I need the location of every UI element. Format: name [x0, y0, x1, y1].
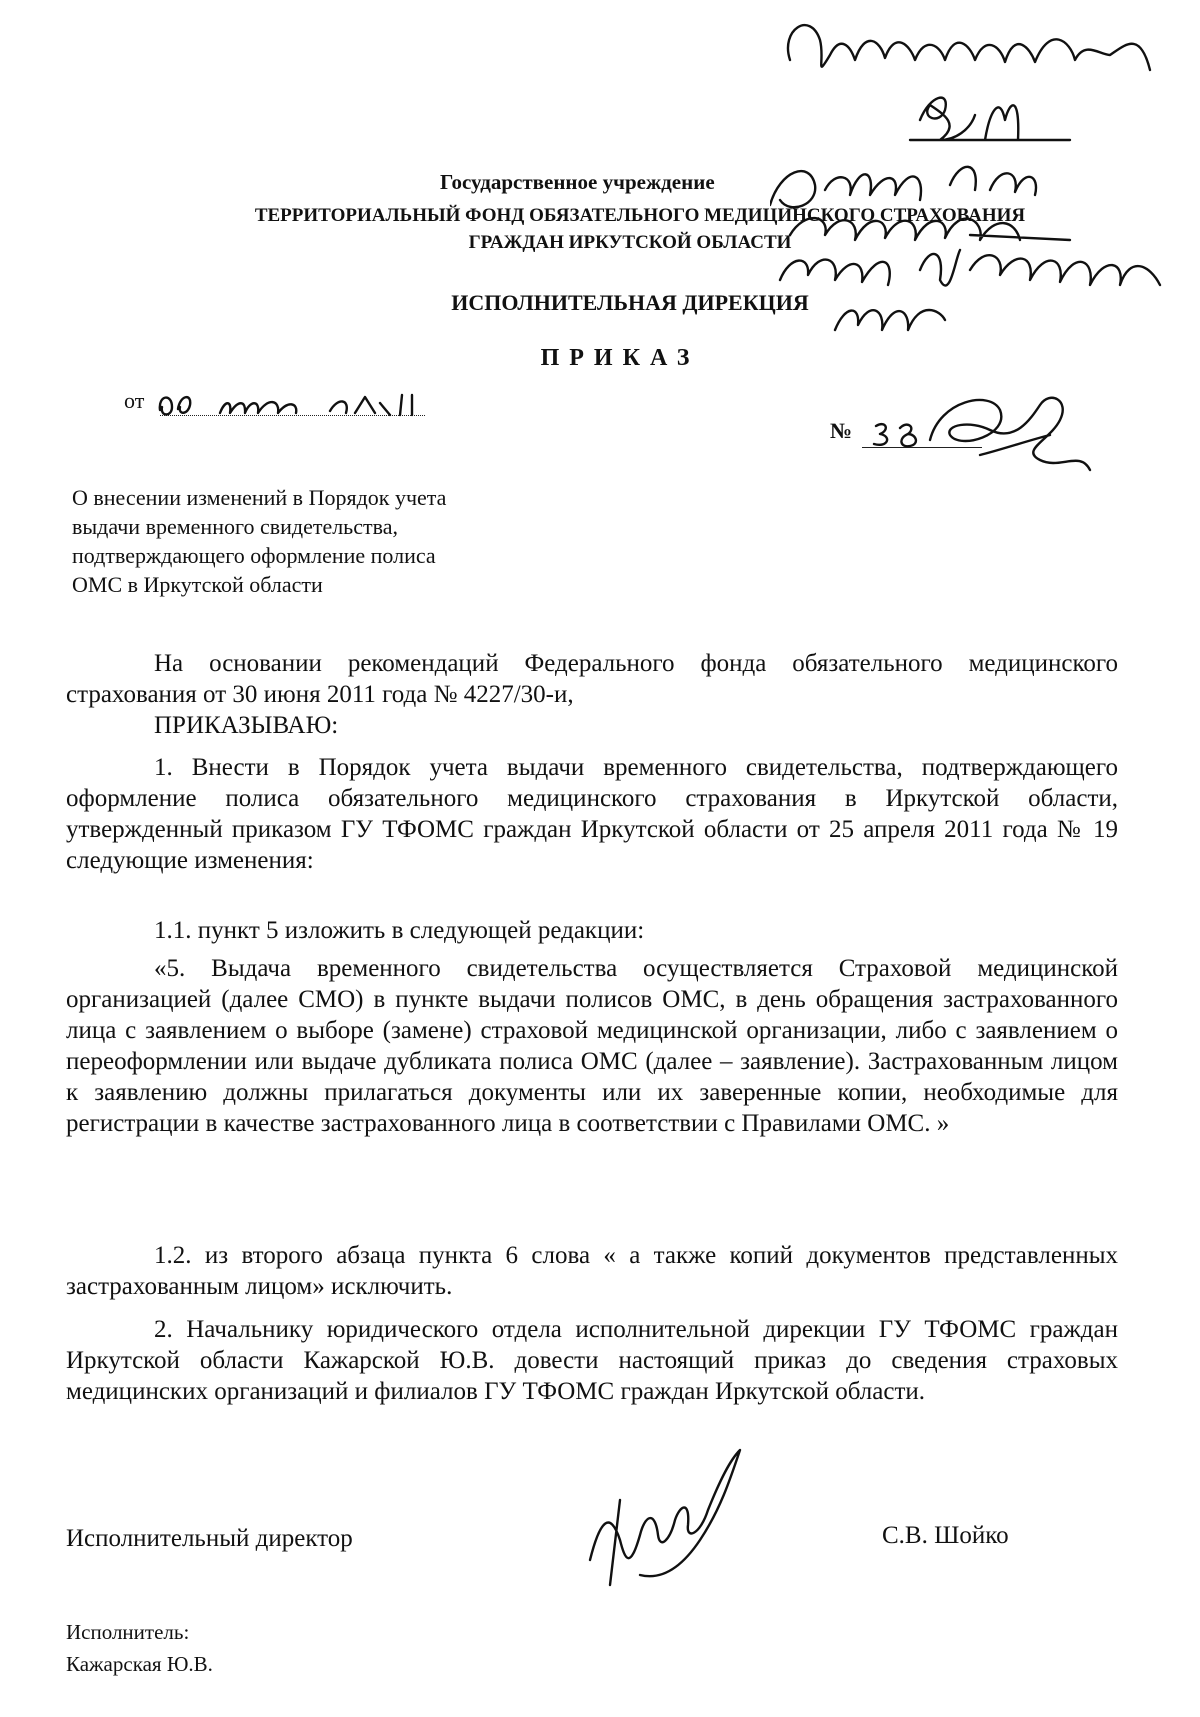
body-paragraph-item-2: 2. Начальнику юридического отдела исполнительной дирекции ГУ ТФОМС граждан Иркутской области Кажарской Ю.В. довести настоящий приказ до сведения страховых медицинских организаций и филиалов ГУ ТФОМС граждан Иркутской области. [66, 1316, 1118, 1405]
body-paragraph-order: ПРИКАЗЫВАЮ: [154, 712, 339, 739]
directorate-name: ИСПОЛНИТЕЛЬНАЯ ДИРЕКЦИЯ [451, 290, 809, 315]
signatory-name: С.В. Шойко [882, 1522, 1009, 1549]
executor-label: Исполнитель: [66, 1620, 190, 1644]
director-signature [580, 1440, 760, 1590]
handwritten-number [868, 418, 928, 450]
executor-name: Кажарская Ю.В. [66, 1652, 213, 1676]
fund-name-line1: ТЕРРИТОРИАЛЬНЫЙ ФОНД ОБЯЗАТЕЛЬНОГО МЕДИЦИНСКОГО СТРАХОВАНИЯ [254, 205, 1026, 226]
signatory-position: Исполнительный директор [66, 1525, 353, 1552]
body-paragraph-item-1-1: 1.1. пункт 5 изложить в следующей редакции: [154, 917, 645, 944]
document-title: ПРИКАЗ [540, 345, 700, 371]
number-prefix: № [830, 418, 853, 443]
subject-block [72, 483, 552, 599]
subject-line: подтверждающего оформление полиса [72, 543, 436, 568]
handwritten-resolution [770, 0, 1190, 360]
subject-line: выдачи временного свидетельства, [72, 514, 398, 539]
body-paragraph-item-1: 1. Внести в Порядок учета выдачи временного свидетельства, подтверждающего оформление полиса обязательного медицинского страхования в Иркутской области, утвержденный приказом ГУ ТФОМС граждан Иркутской области от 25 апреля 2011 года № 19 следующие изменения: [66, 754, 1118, 874]
fund-name-line2: ГРАЖДАН ИРКУТСКОЙ ОБЛАСТИ [468, 232, 792, 253]
body-paragraph-item-1-2: 1.2. из второго абзаца пункта 6 слова « а также копий документов представленных застрахованным лицом» исключить. [66, 1242, 1118, 1300]
institution-type: Государственное учреждение [440, 170, 715, 194]
handwritten-date [150, 385, 430, 425]
subject-line: ОМС в Иркутской области [72, 572, 323, 597]
body-paragraph-basis: На основании рекомендаций Федерального фонда обязательного медицинского страхования от 30 июня 2011 года № 4227/30-и, [66, 650, 1118, 708]
body-paragraph-item-5-text: «5. Выдача временного свидетельства осуществляется Страховой медицинской организацией (далее СМО) в пункте выдачи полисов ОМС, в день обращения застрахованного лица с заявлением о выборе (замене) страховой медицинской организации, либо с заявлением о переоформлении или выдаче дубликата полиса ОМС (далее – заявление). Застрахованным лицом к заявлению должны прилагаться документы или их заверенные копии, необходимые для регистрации в качестве застрахованного лица в соответствии с Правилами ОМС. » [66, 955, 1118, 1137]
approval-signature [920, 380, 1100, 490]
date-prefix: от [124, 388, 145, 413]
subject-line: О внесении изменений в Порядок учета [72, 485, 447, 510]
